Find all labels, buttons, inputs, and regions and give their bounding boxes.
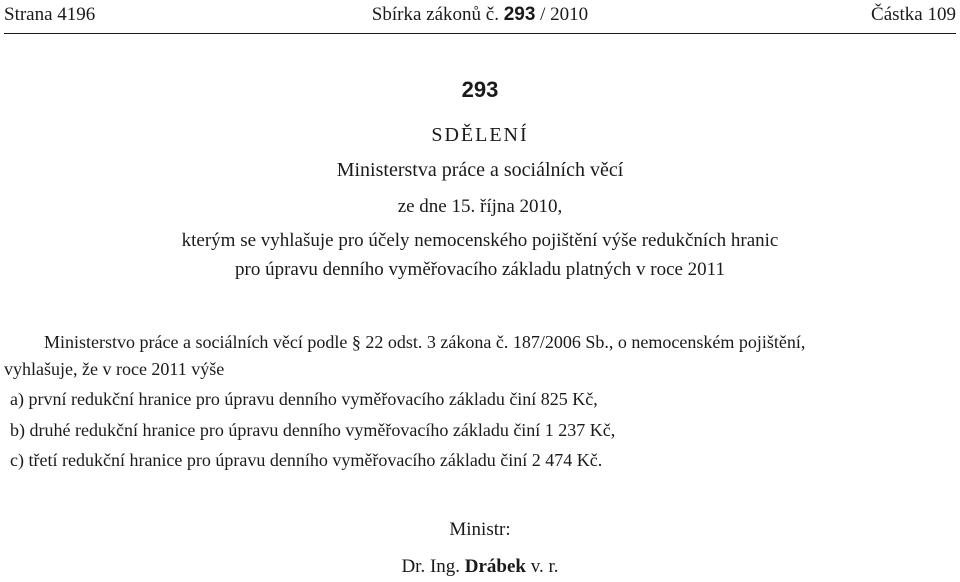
list-item: c) třetí redukční hranice pro úpravu denního vyměřovacího základu činí 2 474 Kč. [10, 450, 603, 470]
issuing-ministry: Ministerstva práce a sociálních věcí [336, 159, 624, 181]
document-date: ze dne 15. října 2010, [397, 196, 563, 217]
signature-surname: Drábek [464, 556, 526, 577]
collection-number: 293 [503, 4, 536, 25]
collection-prefix: Sbírka zákonů č. [371, 4, 499, 25]
document-kind: SDĚLENÍ [431, 124, 529, 146]
list-item: a) první redukční hranice pro úpravu denního vyměřovacího základu činí 825 Kč, [10, 389, 598, 409]
header-rule [4, 33, 956, 34]
signature-name [0, 556, 960, 578]
signature-title: Dr. Ing. [401, 556, 461, 577]
signature-role: Ministr: [449, 519, 511, 540]
page-header [0, 0, 960, 34]
body-paragraph-line-1: Ministerstvo práce a sociálních věcí podle § 22 odst. 3 zákona č. 187/2006 Sb., o nemocenském pojištění, [44, 332, 806, 352]
document-title-line-1: kterým se vyhlašuje pro účely nemocenského pojištění výše redukčních hranic [181, 230, 779, 251]
document-number: 293 [461, 77, 499, 102]
body-paragraph-line-2: vyhlašuje, že v roce 2011 výše [4, 359, 225, 379]
collection-year: / 2010 [540, 4, 589, 25]
part-number: Částka 109 [871, 4, 956, 25]
page-number: Strana 4196 [4, 4, 96, 25]
list-item: b) druhé redukční hranice pro úpravu denního vyměřovacího základu činí 1 237 Kč, [10, 420, 616, 440]
signature-suffix: v. r. [530, 556, 559, 577]
document-title-line-2: pro úpravu denního vyměřovacího základu platných v roce 2011 [235, 259, 725, 280]
collection-reference [0, 4, 960, 26]
